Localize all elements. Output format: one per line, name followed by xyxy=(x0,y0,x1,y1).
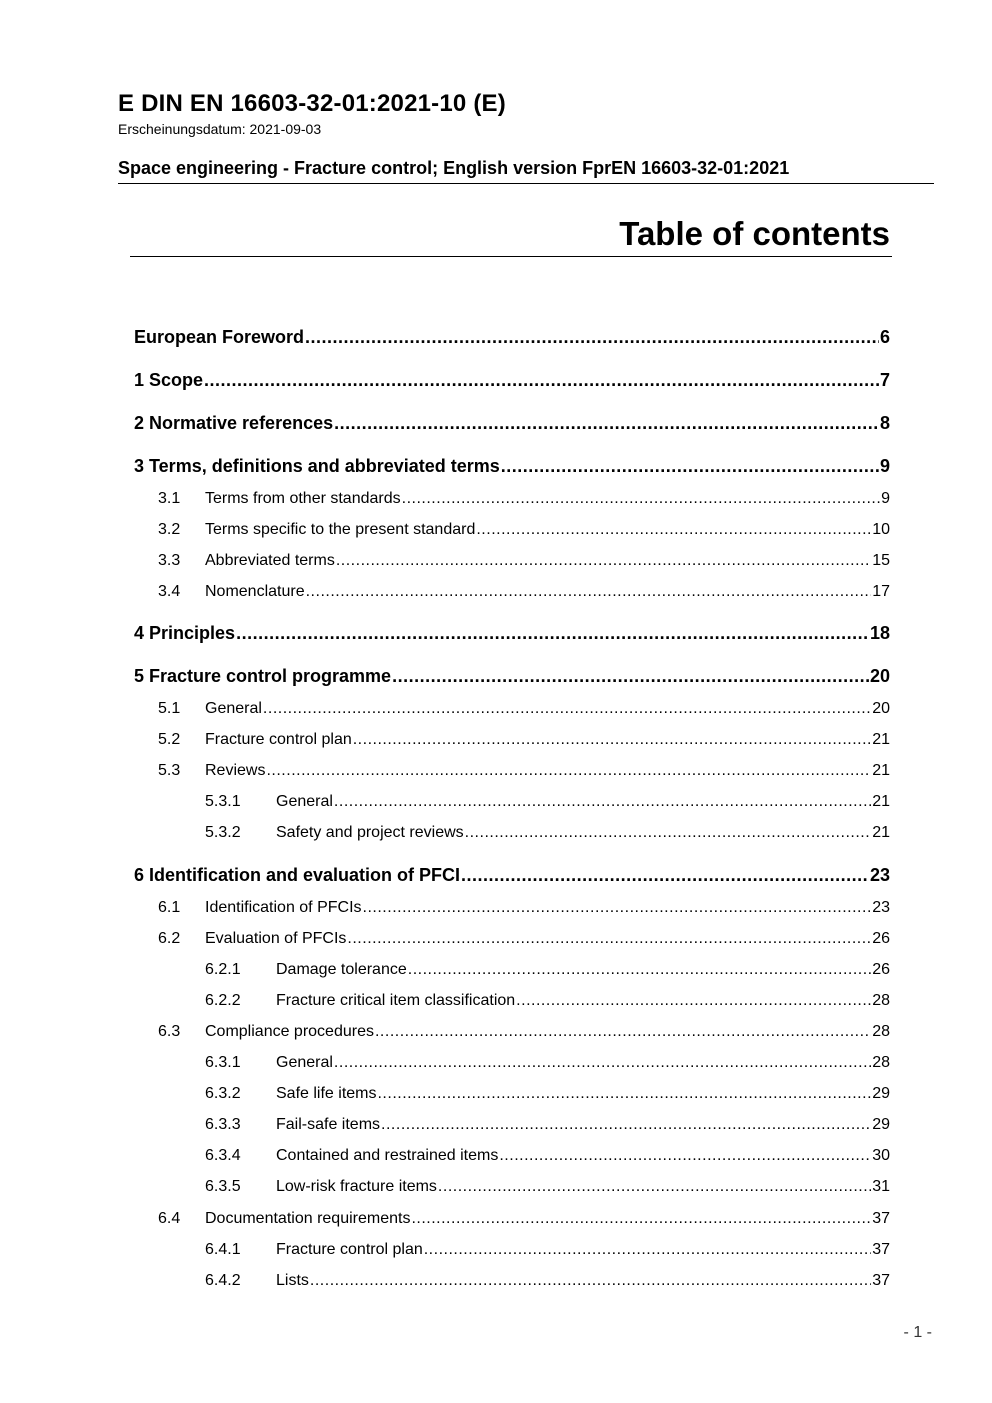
toc-entry[interactable] xyxy=(205,961,890,979)
toc-entry-number: 6.4.2 xyxy=(205,1272,241,1289)
toc-dot-leader xyxy=(501,456,879,477)
toc-dot-leader xyxy=(461,865,869,886)
toc-entry-number: 6.2 xyxy=(158,930,181,947)
toc-entry-title: Compliance procedures xyxy=(205,1023,374,1040)
toc-entry-number: 6.4.1 xyxy=(205,1241,241,1258)
toc-dot-leader xyxy=(476,521,871,539)
toc-entry-number: 3.2 xyxy=(158,521,181,538)
toc-dot-leader xyxy=(465,824,872,842)
toc-entry-page: 26 xyxy=(872,961,890,978)
toc-dot-leader xyxy=(334,793,871,811)
toc-entry-title: Evaluation of PFCIs xyxy=(205,930,347,947)
publication-date: Erscheinungsdatum: 2021-09-03 xyxy=(118,121,322,137)
toc-entry[interactable] xyxy=(205,793,890,811)
toc-entry-number: 6.3.5 xyxy=(205,1178,241,1195)
toc-entry-number: 6.3 xyxy=(158,1023,181,1040)
toc-entry-number: 4 xyxy=(134,623,145,643)
toc-entry[interactable] xyxy=(158,583,890,601)
toc-entry[interactable] xyxy=(134,327,890,348)
toc-dot-leader xyxy=(204,370,879,391)
toc-entry[interactable] xyxy=(205,1085,890,1103)
toc-entry-title: Abbreviated terms xyxy=(205,552,335,569)
toc-dot-leader xyxy=(334,413,879,434)
toc-entry-number: 5.3.1 xyxy=(205,793,241,810)
toc-entry[interactable] xyxy=(158,930,890,948)
page-number: - 1 - xyxy=(903,1324,932,1341)
toc-entry-title: Contained and restrained items xyxy=(276,1147,499,1164)
toc-entry-page: 28 xyxy=(872,992,890,1009)
toc-entry-number: 3 xyxy=(134,456,145,476)
toc-entry-title: Low-risk fracture items xyxy=(276,1178,437,1195)
toc-entry-page: 23 xyxy=(869,865,890,885)
toc-entry-title: Fail-safe items xyxy=(276,1116,381,1133)
toc-entry-title: Terms specific to the present standard xyxy=(205,521,476,538)
toc-entry-number: 5.3 xyxy=(158,762,181,779)
toc-entry-number: 6.3.2 xyxy=(205,1085,241,1102)
toc-entry[interactable] xyxy=(158,731,890,749)
toc-entry-title: Safety and project reviews xyxy=(276,824,464,841)
toc-dot-leader xyxy=(336,552,871,570)
toc-entry-number: 6.1 xyxy=(158,899,181,916)
toc-dot-leader xyxy=(305,327,879,348)
toc-dot-leader xyxy=(236,623,869,644)
toc-entry-page: 29 xyxy=(872,1085,890,1102)
toc-entry-number: 6.4 xyxy=(158,1210,181,1227)
document-id: E DIN EN 16603-32-01:2021-10 (E) xyxy=(118,90,506,117)
toc-entry-page: 28 xyxy=(872,1054,890,1071)
toc-entry-title: Safe life items xyxy=(276,1085,377,1102)
toc-entry-page: 6 xyxy=(879,327,890,347)
toc-entry-page: 26 xyxy=(872,930,890,947)
toc-dot-leader xyxy=(310,1272,871,1290)
toc-dot-leader xyxy=(266,762,871,780)
toc-entry-page: 7 xyxy=(879,370,890,390)
toc-entry[interactable] xyxy=(134,370,890,391)
toc-entry-title: European Foreword xyxy=(134,327,305,347)
toc-entry[interactable] xyxy=(205,1178,890,1196)
toc-entry[interactable] xyxy=(205,992,890,1010)
toc-entry-title: Damage tolerance xyxy=(276,961,407,978)
toc-dot-leader xyxy=(347,930,871,948)
toc-entry-page: 15 xyxy=(872,552,890,569)
toc-entry-page: 37 xyxy=(872,1241,890,1258)
toc-entry-title: General xyxy=(205,700,262,717)
toc-entry-page: 31 xyxy=(872,1178,890,1195)
toc-entry-number: 6.2.2 xyxy=(205,992,241,1009)
toc-dot-leader xyxy=(334,1054,871,1072)
toc-entry[interactable] xyxy=(134,865,890,886)
toc-entry[interactable] xyxy=(158,490,890,508)
toc-entry-number: 5 xyxy=(134,666,145,686)
toc-entry-number: 6.3.4 xyxy=(205,1147,241,1164)
toc-entry-title: Fracture critical item classification xyxy=(276,992,516,1009)
toc-entry-title: Terms from other standards xyxy=(205,490,401,507)
toc-entry-title: Normative references xyxy=(149,413,334,433)
toc-entry-page: 18 xyxy=(869,623,890,643)
toc-dot-leader xyxy=(408,961,871,979)
toc-entry-page: 9 xyxy=(881,490,890,507)
toc-entry[interactable] xyxy=(158,552,890,570)
toc-entry-page: 20 xyxy=(869,666,890,686)
toc-entry-number: 5.3.2 xyxy=(205,824,241,841)
toc-dot-leader xyxy=(392,666,869,687)
toc-entry-title: Scope xyxy=(149,370,204,390)
toc-entry[interactable] xyxy=(205,824,890,842)
toc-entry-page: 37 xyxy=(872,1272,890,1289)
toc-entry[interactable] xyxy=(205,1147,890,1165)
toc-dot-leader xyxy=(516,992,871,1010)
toc-entry[interactable] xyxy=(158,899,890,917)
toc-entry-number: 6.2.1 xyxy=(205,961,241,978)
toc-entry-page: 29 xyxy=(872,1116,890,1133)
toc-entry-page: 28 xyxy=(872,1023,890,1040)
toc-entry-title: Documentation requirements xyxy=(205,1210,411,1227)
toc-entry-number: 6.3.3 xyxy=(205,1116,241,1133)
toc-dot-leader xyxy=(263,700,871,718)
toc-dot-leader xyxy=(402,490,880,508)
toc-entry[interactable] xyxy=(205,1272,890,1290)
toc-entry-page: 37 xyxy=(872,1210,890,1227)
toc-entry[interactable] xyxy=(158,762,890,780)
toc-dot-leader xyxy=(424,1241,871,1259)
toc-entry[interactable] xyxy=(134,666,890,687)
toc-entry-title: Identification and evaluation of PFCI xyxy=(149,865,461,885)
toc-entry[interactable] xyxy=(205,1116,890,1134)
toc-dot-leader xyxy=(377,1085,871,1103)
toc-entry-title: Nomenclature xyxy=(205,583,305,600)
toc-dot-leader xyxy=(353,731,871,749)
toc-entry-number: 6 xyxy=(134,865,145,885)
toc-entry-title: Fracture control plan xyxy=(276,1241,423,1258)
toc-entry-page: 20 xyxy=(872,700,890,717)
toc-entry-page: 21 xyxy=(872,731,890,748)
toc-dot-leader xyxy=(411,1210,871,1228)
toc-entry-title: General xyxy=(276,1054,333,1071)
toc-entry[interactable] xyxy=(205,1054,890,1072)
toc-entry-number: 3.3 xyxy=(158,552,181,569)
toc-entry-page: 8 xyxy=(879,413,890,433)
toc-dot-leader xyxy=(438,1178,871,1196)
toc-entry-page: 21 xyxy=(872,824,890,841)
toc-entry[interactable] xyxy=(134,413,890,434)
toc-entry-page: 30 xyxy=(872,1147,890,1164)
toc-entry-title: Reviews xyxy=(205,762,266,779)
toc-entry-number: 5.1 xyxy=(158,700,181,717)
toc-dot-leader xyxy=(499,1147,871,1165)
toc-entry-title: Lists xyxy=(276,1272,309,1289)
toc-entry-number: 5.2 xyxy=(158,731,181,748)
document-subtitle: Space engineering - Fracture control; English version FprEN 16603-32-01:2021 xyxy=(118,158,790,178)
toc-entry[interactable] xyxy=(158,521,890,539)
toc-dot-leader xyxy=(363,899,872,917)
toc-entry-title: Fracture control programme xyxy=(149,666,392,686)
toc-entry-number: 3.1 xyxy=(158,490,181,507)
toc-entry-number: 1 xyxy=(134,370,145,390)
toc-entry-title: Fracture control plan xyxy=(205,731,352,748)
toc-entry[interactable] xyxy=(158,1210,890,1228)
toc-entry-title: General xyxy=(276,793,333,810)
toc-entry-page: 21 xyxy=(872,793,890,810)
toc-entry-number: 3.4 xyxy=(158,583,181,600)
toc-entry[interactable] xyxy=(205,1241,890,1259)
toc-entry-title: Terms, definitions and abbreviated terms xyxy=(149,456,500,476)
toc-entry[interactable] xyxy=(134,456,890,477)
toc-entry-page: 9 xyxy=(879,456,890,476)
page-title: Table of contents xyxy=(619,215,890,252)
toc-entry-page: 23 xyxy=(872,899,890,916)
toc-entry-title: Identification of PFCIs xyxy=(205,899,362,916)
toc-entry-number: 2 xyxy=(134,413,145,433)
toc-dot-leader xyxy=(381,1116,871,1134)
toc-entry[interactable] xyxy=(158,1023,890,1041)
toc-entry-number: 6.3.1 xyxy=(205,1054,241,1071)
toc-entry[interactable] xyxy=(134,623,890,644)
toc-entry-page: 21 xyxy=(872,762,890,779)
toc-entry-page: 10 xyxy=(872,521,890,538)
toc-dot-leader xyxy=(375,1023,871,1041)
toc-entry[interactable] xyxy=(158,700,890,718)
toc-dot-leader xyxy=(306,583,872,601)
toc-entry-title: Principles xyxy=(149,623,236,643)
toc-entry-page: 17 xyxy=(872,583,890,600)
